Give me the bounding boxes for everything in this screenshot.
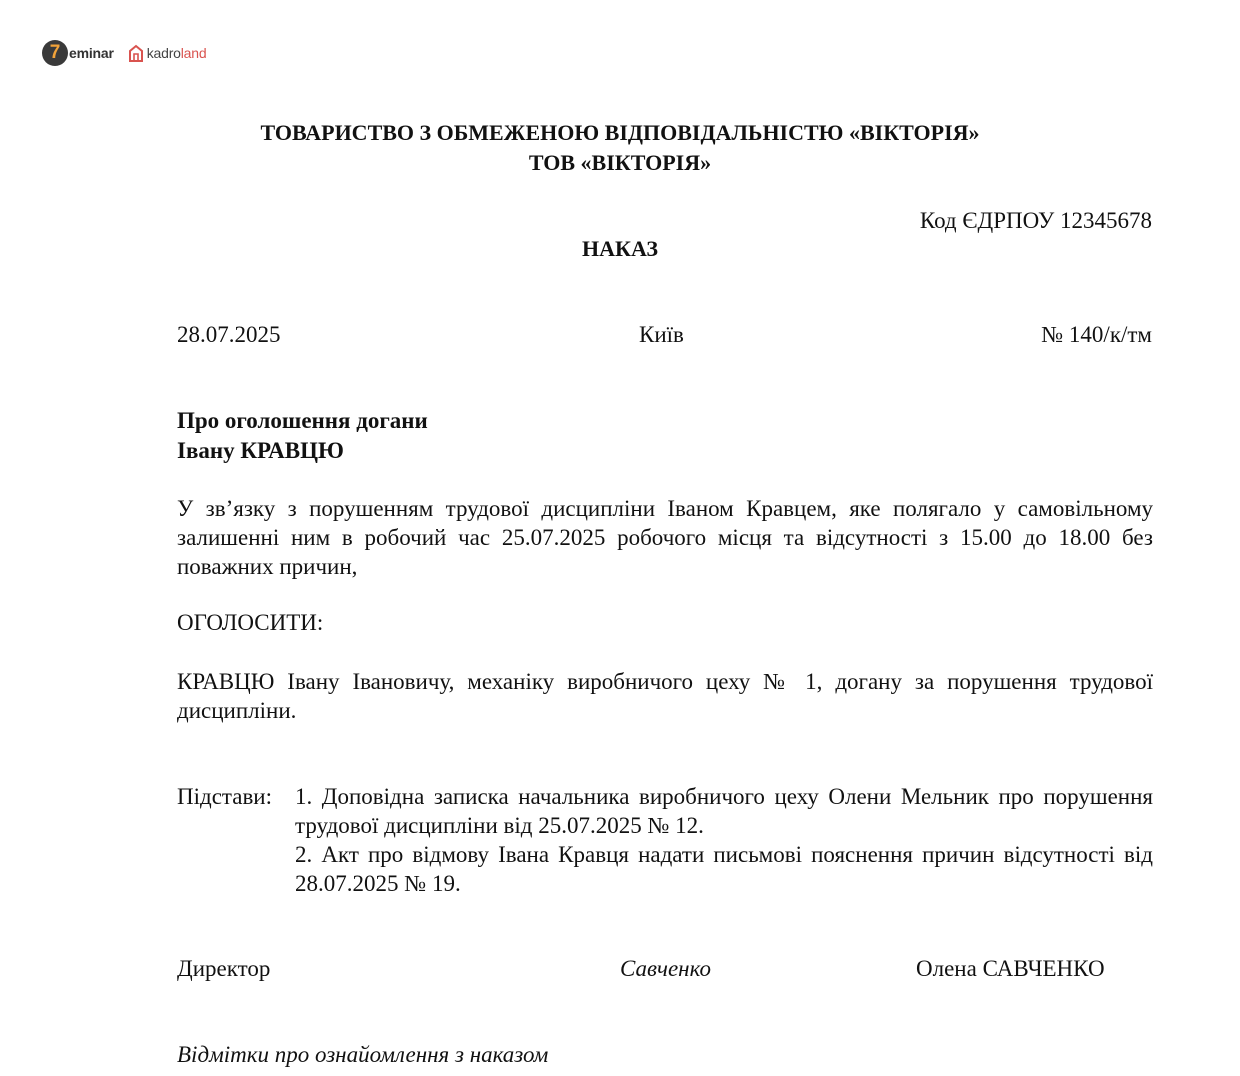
seminar-logo-text: eminar xyxy=(69,45,114,61)
kadroland-logo xyxy=(128,44,207,62)
kadroland-logo-text-b: land xyxy=(180,45,207,61)
signer-name: Олена САВЧЕНКО xyxy=(916,956,1105,981)
decision-word: ОГОЛОСИТИ: xyxy=(177,610,324,635)
preamble-paragraph: У зв’язку з порушенням трудової дисципліни Іваном Кравцем, яке полягало у самовільному залишенні ним в робочий час 25.07.2025 робочого місця та відсутності з 15.00 до 18.00 без поважних причин, xyxy=(177,496,1153,579)
grounds-label: Підстави: xyxy=(177,784,273,809)
subject-line-2: Івану КРАВЦЮ xyxy=(177,438,344,463)
grounds-item-1: 1. Доповідна записка начальника виробничого цеху Олени Мельник про порушення трудової дисципліни від 25.07.2025 № 12. xyxy=(295,784,1153,838)
document-type: НАКАЗ xyxy=(582,236,658,261)
kadroland-house-icon xyxy=(128,44,144,62)
org-full-name: ТОВАРИСТВО З ОБМЕЖЕНОЮ ВІДПОВІДАЛЬНІСТЮ «ВІКТОРІЯ» xyxy=(260,120,980,145)
order-number: № 140/к/тм xyxy=(1041,322,1152,347)
signature: Савченко xyxy=(620,956,711,981)
logo-bar xyxy=(42,38,206,68)
decision-paragraph: КРАВЦЮ Івану Івановичу, механіку виробничого цеху № 1, догану за порушення трудової дисципліни. xyxy=(177,669,1153,723)
org-short-name: ТОВ «ВІКТОРІЯ» xyxy=(528,150,712,175)
order-city: Київ xyxy=(639,322,684,347)
order-date: 28.07.2025 xyxy=(177,322,281,347)
grounds-item-2: 2. Акт про відмову Івана Кравця надати письмові пояснення причин відсутності від 28.07.2025 № 19. xyxy=(295,842,1153,896)
acknowledgement-note: Відмітки про ознайомлення з наказом xyxy=(177,1042,549,1067)
seminar-logo xyxy=(42,40,114,66)
signer-position: Директор xyxy=(177,956,271,981)
edrpou-code: Код ЄДРПОУ 12345678 xyxy=(919,208,1152,233)
subject-line-1: Про оголошення догани xyxy=(177,408,428,433)
seminar-logo-mark: 7 xyxy=(42,40,68,66)
kadroland-logo-text-a: kadro xyxy=(146,45,181,61)
